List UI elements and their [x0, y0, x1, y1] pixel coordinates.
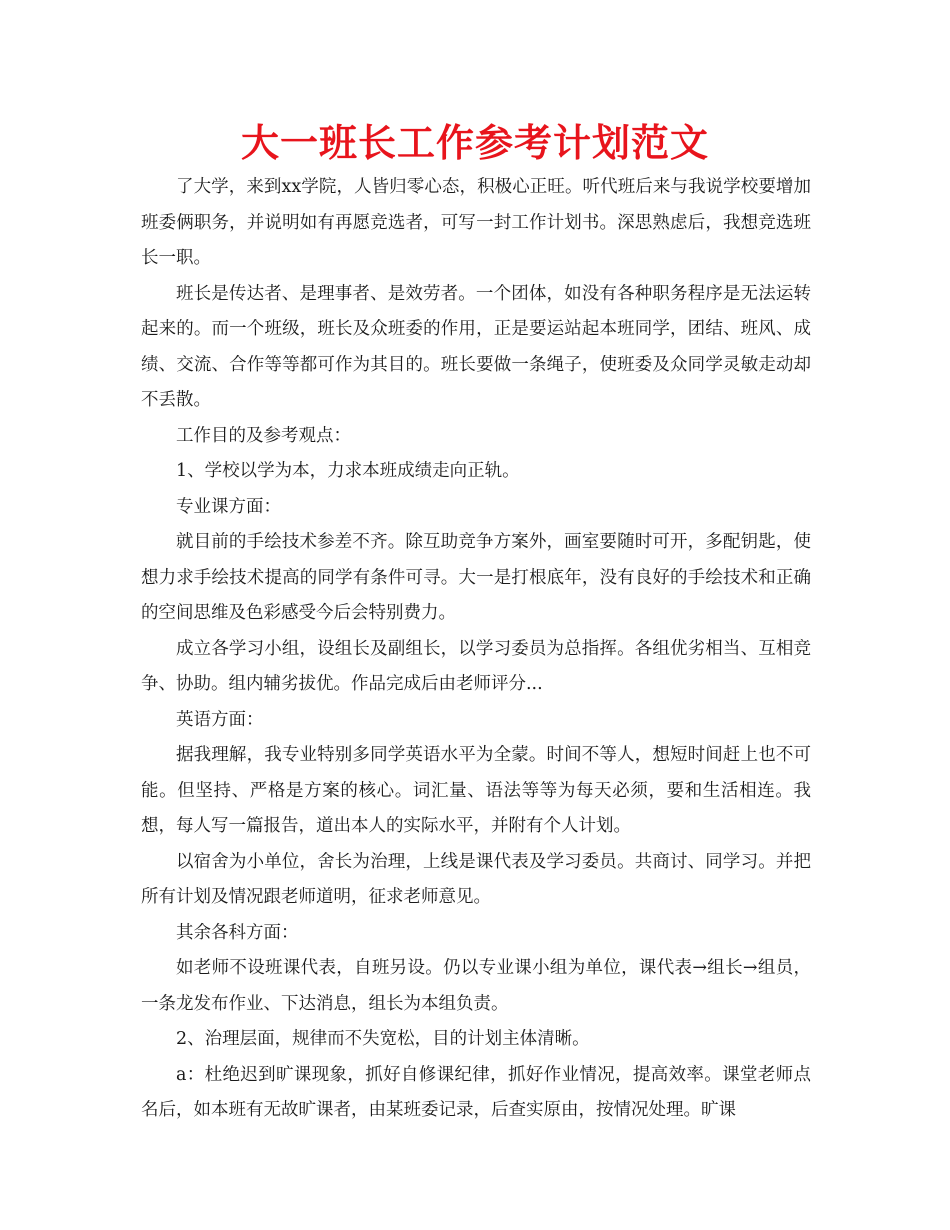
- paragraph-8: 英语方面：: [176, 709, 264, 730]
- paragraph-9: 据我理解，我专业特别多同学英语水平为全蒙。时间不等人，想短时间赶上也不可能。但坚持、严格是方案的核心。词汇量、语法等等为每天必须，要和生活相连。我想，每人写一篇报告，道出本人的实际水平，并附有个人计划。: [141, 745, 811, 836]
- paragraph-11: 其余各科方面：: [176, 922, 299, 943]
- paragraph-10: 以宿舍为小单位，舍长为治理，上线是课代表及学习委员。共商讨、同学习。并把所有计划及情况跟老师道明，征求老师意见。: [141, 851, 811, 907]
- paragraph-2: 班长是传达者、是理事者、是效劳者。一个团体，如没有各种职务程序是无法运转起来的。而一个班级，班长及众班委的作用，正是要运站起本班同学，团结、班风、成绩、交流、合作等等都可作为其目的。班长要做一条绳子，使班委及众同学灵敏走动却不丢散。: [141, 283, 811, 410]
- document-body: [141, 170, 811, 1129]
- paragraph-13: 2、治理层面，规律而不失宽松，目的计划主体清晰。: [176, 1029, 590, 1049]
- paragraph-7: 成立各学习小组，设组长及副组长，以学习委员为总指挥。各组优劣相当、互相竞争、协助。组内辅劣拔优。作品完成后由老师评分...: [141, 638, 811, 694]
- paragraph-12: 如老师不设班课代表，自班另设。仍以专业课小组为单位，课代表→组长→组员，一条龙发布作业、下达消息，组长为本组负责。: [141, 958, 811, 1014]
- paragraph-6: 就目前的手绘技术参差不齐。除互助竞争方案外，画室要随时可开，多配钥匙，使想力求手绘技术提高的同学有条件可寻。大一是打根底年，没有良好的手绘技术和正确的空间思维及色彩感受今后会特别费力。: [141, 532, 811, 623]
- paragraph-3: 工作目的及参考观点：: [176, 425, 351, 446]
- paragraph-5: 专业课方面：: [176, 496, 281, 517]
- paragraph-14: a：杜绝迟到旷课现象，抓好自修课纪律，抓好作业情况，提高效率。课堂老师点名后，如本班有无故旷课者，由某班委记录，后查实原由，按情况处理。旷课: [141, 1064, 811, 1120]
- paragraph-1: 了大学，来到xx学院，人皆归零心态，积极心正旺。听代班后来与我说学校要增加班委俩职务，并说明如有再愿竞选者，可写一封工作计划书。深思熟虑后，我想竞选班长一职。: [141, 177, 811, 268]
- paragraph-4: 1、学校以学为本，力求本班成绩走向正轨。: [176, 461, 520, 481]
- document-title: 大一班长工作参考计划范文: [240, 121, 709, 165]
